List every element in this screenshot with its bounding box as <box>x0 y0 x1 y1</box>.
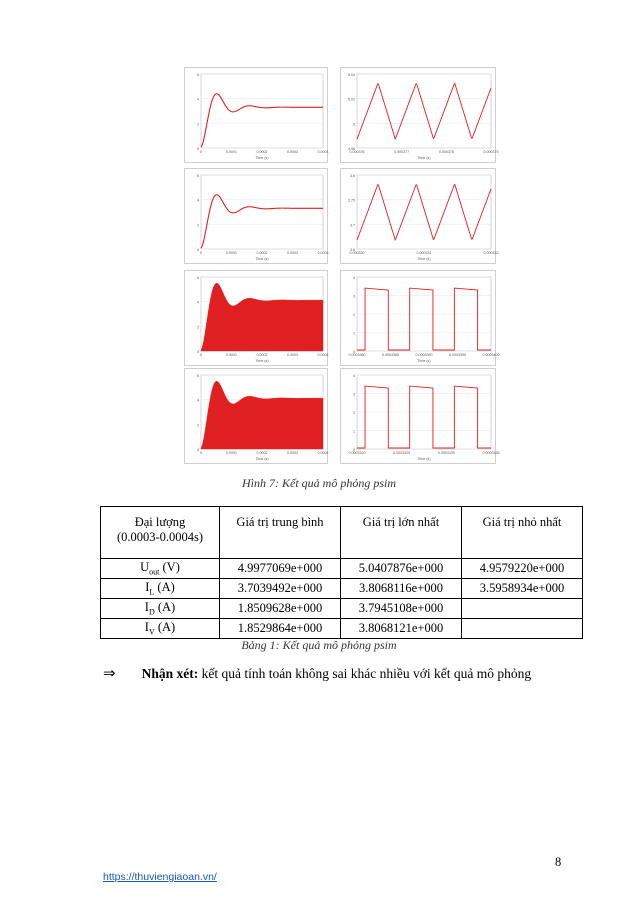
y-tick-label: 3.8 <box>350 174 355 178</box>
y-tick-label: 5 <box>353 122 355 127</box>
x-tick-label: 0.0002 <box>256 353 268 357</box>
y-tick-label: 4 <box>353 276 355 280</box>
x-tick-label: 0.000376 <box>349 150 365 154</box>
y-tick-label: 4 <box>197 97 199 102</box>
x-tick-label: 0.0003320 <box>348 451 366 455</box>
cell-avg: 1.8509628e+000 <box>220 599 341 619</box>
table-row <box>101 599 583 619</box>
x-tick-label: 0.0002 <box>256 451 268 455</box>
y-tick-label: 6 <box>197 174 199 178</box>
y-tick-label: 2 <box>197 223 199 228</box>
x-tick-label: 0.0003385 <box>382 353 399 357</box>
x-tick-label: 0.000377 <box>394 150 410 154</box>
cell-max: 3.8068121e+000 <box>341 619 462 639</box>
x-tick-label: 0 <box>200 451 202 455</box>
x-axis-label: Time (s) <box>417 156 431 160</box>
cell-min: 3.5958934e+000 <box>462 579 583 599</box>
plot-il-zoom <box>340 168 499 264</box>
cell-avg: 3.7039492e+000 <box>220 579 341 599</box>
cell-avg: 1.8529864e+000 <box>220 619 341 639</box>
table-row <box>101 559 583 579</box>
y-tick-label: 3 <box>353 392 355 397</box>
footer-link[interactable]: https://thuviengiaoan.vn/ <box>103 871 217 883</box>
y-tick-label: 3.7 <box>350 223 355 228</box>
x-tick-label: 0.0001 <box>226 150 237 154</box>
x-tick-label: 0.0003 <box>287 353 298 357</box>
table-caption: Bảng 1: Kết quả mô phỏng psim <box>241 638 397 652</box>
plot-frame <box>201 175 323 249</box>
header-quantity <box>101 507 220 559</box>
cell-quantity: $U_{out}$ (V) <box>101 559 220 579</box>
x-axis-label: Time (s) <box>417 257 431 261</box>
header-max: Giá trị lớn nhất <box>341 507 462 559</box>
header-quantity-range: (0.0003-0.0004s) <box>116 530 204 544</box>
y-tick-label: 6 <box>197 73 199 77</box>
x-tick-label: 0.000332 <box>483 251 499 255</box>
cell-avg: 4.9977069e+000 <box>220 559 341 579</box>
y-tick-label: 0 <box>353 350 355 354</box>
x-tick-label: 0.0002 <box>256 150 268 154</box>
plot-uout-zoom <box>340 67 499 163</box>
x-tick-label: 0.0003 <box>287 150 298 154</box>
x-tick-label: 0.0003400 <box>482 353 500 357</box>
table-row <box>101 619 583 639</box>
x-tick-label: 0.0001 <box>226 251 237 255</box>
y-tick-label: 4 <box>353 374 355 378</box>
implies-arrow-icon: ⇒ <box>103 664 116 682</box>
x-tick-label: 0.0003 <box>287 251 298 255</box>
x-tick-label: 0 <box>200 353 202 357</box>
plot-il-full <box>184 168 328 264</box>
x-tick-label: 0.000331 <box>416 251 432 255</box>
cell-min: 4.9579220e+000 <box>462 559 583 579</box>
plot-uout-full <box>184 67 328 163</box>
y-tick-label: 4 <box>197 398 199 403</box>
x-tick-label: 0.0001 <box>226 451 237 455</box>
header-quantity-label: Đại lượng <box>134 515 186 529</box>
cell-quantity: $I_V$ (A) <box>101 619 220 639</box>
y-tick-label: 2 <box>353 411 355 415</box>
plot-svg <box>341 68 499 162</box>
x-tick-label: 0.0003395 <box>449 353 466 357</box>
cell-quantity: $I_L$ (A) <box>101 579 220 599</box>
plot-svg <box>185 68 327 162</box>
cell-max: 3.8068116e+000 <box>341 579 462 599</box>
plot-svg <box>341 169 499 263</box>
plot-svg <box>341 271 500 365</box>
x-tick-label: 0.0004 <box>317 451 329 455</box>
x-tick-label: 0 <box>200 150 202 154</box>
plot-svg <box>185 169 327 263</box>
y-tick-label: 0 <box>197 147 199 151</box>
y-tick-label: 0 <box>353 448 355 452</box>
cell-max: 3.7945108e+000 <box>341 599 462 619</box>
x-axis-label: Time (s) <box>255 359 269 363</box>
figure-caption: Hình 7: Kết quả mô phỏng psim <box>242 476 396 490</box>
x-tick-label: 0.0003335 <box>482 451 500 455</box>
x-tick-label: 0 <box>200 251 202 255</box>
x-axis-label: Time (s) <box>255 257 269 261</box>
y-tick-label: 0 <box>197 248 199 252</box>
results-table <box>100 506 583 639</box>
table-header-row <box>101 507 583 559</box>
y-tick-label: 4.98 <box>348 147 355 151</box>
plot-id-full <box>184 270 328 366</box>
x-tick-label: 0.0004 <box>317 353 329 357</box>
x-tick-label: 0.0004 <box>317 150 329 154</box>
y-tick-label: 4 <box>197 300 199 305</box>
x-tick-label: 0.0003 <box>287 451 298 455</box>
x-tick-label: 0.0003380 <box>348 353 366 357</box>
y-tick-label: 2 <box>197 423 199 428</box>
y-tick-label: 2 <box>353 313 355 317</box>
y-tick-label: 1 <box>353 331 355 336</box>
plot-iv-zoom <box>340 368 500 464</box>
y-tick-label: 0 <box>197 448 199 452</box>
plot-svg <box>185 369 327 463</box>
y-tick-label: 0 <box>197 350 199 354</box>
y-tick-label: 1 <box>353 429 355 434</box>
x-tick-label: 0.0004 <box>317 251 329 255</box>
plot-iv-full <box>184 368 328 464</box>
x-tick-label: 0.0001 <box>226 353 237 357</box>
plot-svg <box>341 369 500 463</box>
y-tick-label: 3 <box>353 294 355 299</box>
y-tick-label: 3.6 <box>350 248 355 252</box>
cell-min <box>462 599 583 619</box>
y-tick-label: 6 <box>197 276 199 280</box>
remark <box>103 664 531 682</box>
x-tick-label: 0.0003390 <box>415 353 433 357</box>
x-axis-label: Time (s) <box>417 457 431 461</box>
cell-min <box>462 619 583 639</box>
plot-svg <box>185 271 327 365</box>
cell-max: 5.0407876e+000 <box>341 559 462 579</box>
cell-quantity: $I_D$ (A) <box>101 599 220 619</box>
x-axis-label: Time (s) <box>255 156 269 160</box>
remark-text: kết quả tính toán không sai khác nhiều với kết quả mô phỏng <box>198 666 532 681</box>
y-tick-label: 3.75 <box>348 198 355 203</box>
y-tick-label: 2 <box>197 122 199 127</box>
y-tick-label: 4 <box>197 198 199 203</box>
header-min: Giá trị nhỏ nhất <box>462 507 583 559</box>
x-axis-label: Time (s) <box>255 457 269 461</box>
x-tick-label: 0.000379 <box>483 150 499 154</box>
y-tick-label: 2 <box>197 325 199 330</box>
x-tick-label: 0.0003325 <box>393 451 411 455</box>
y-tick-label: 6 <box>197 374 199 378</box>
remark-label: Nhận xét: <box>141 666 199 681</box>
page-number: 8 <box>555 855 562 869</box>
x-tick-label: 0.0003330 <box>437 451 455 455</box>
y-tick-label: 5.04 <box>348 73 355 77</box>
x-tick-label: 0.000378 <box>438 150 454 154</box>
header-avg: Giá trị trung bình <box>220 507 341 559</box>
plot-id-zoom <box>340 270 500 366</box>
x-tick-label: 0.000330 <box>349 251 365 255</box>
table-row <box>101 579 583 599</box>
plot-frame <box>201 74 323 148</box>
x-axis-label: Time (s) <box>417 359 431 363</box>
y-tick-label: 5.02 <box>348 97 355 102</box>
x-tick-label: 0.0002 <box>256 251 268 255</box>
